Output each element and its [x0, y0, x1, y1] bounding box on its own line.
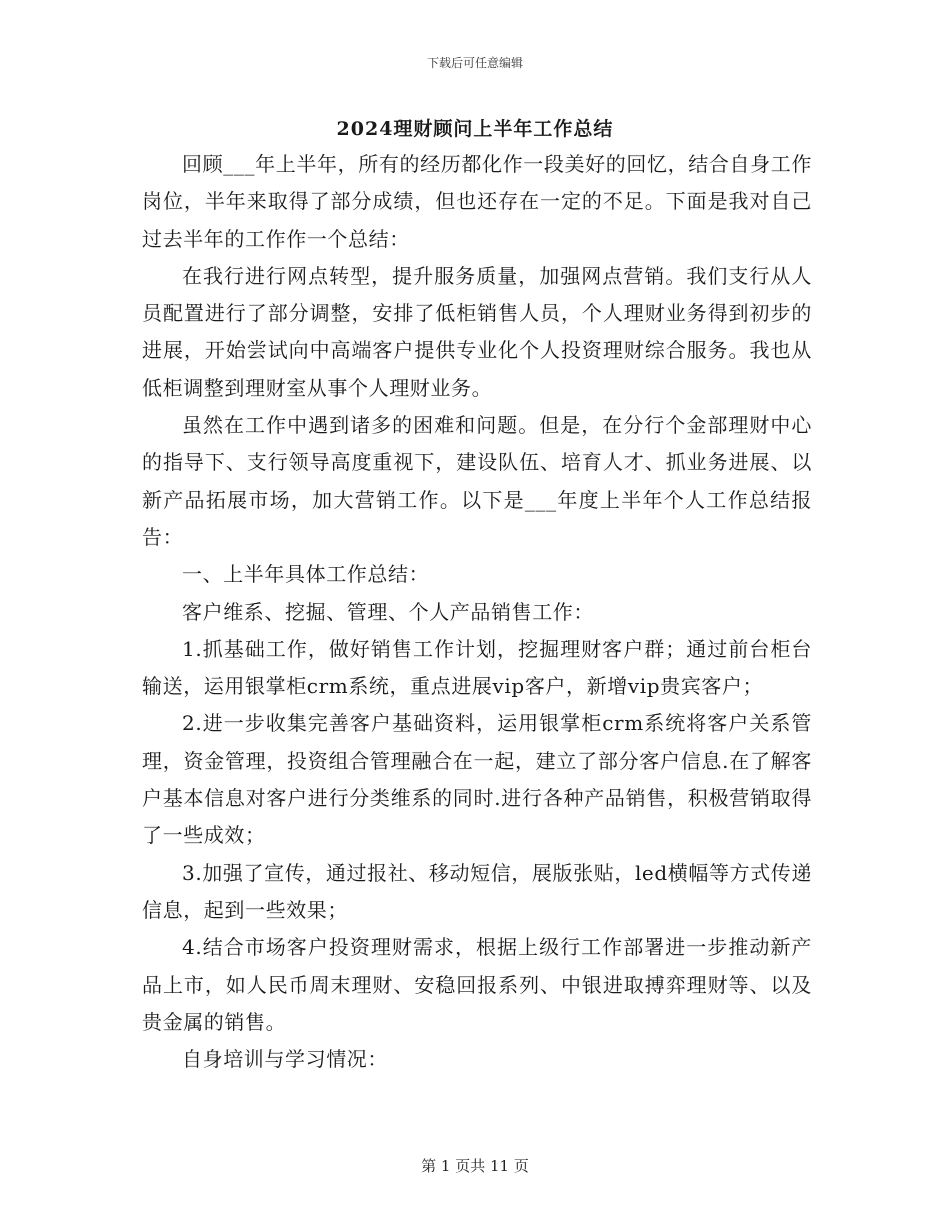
paragraph-difficulties: 虽然在工作中遇到诸多的困难和问题。但是，在分行个金部理财中心的指导下、支行领导高度重视下，建设队伍、培育人才、抓业务进展、以新产品拓展市场，加大营销工作。以下是___年度上半年个人工作总结报告：	[142, 413, 812, 549]
list-item-4: 4.结合市场客户投资理财需求，根据上级行工作部署进一步推动新产品上市，如人民币周末理财、安稳回报系列、中银进取搏弈理财等、以及贵金属的销售。	[142, 935, 812, 1034]
list-item-3: 3.加强了宣传，通过报社、移动短信，展版张贴，led横幅等方式传递信息，起到一些效果；	[142, 860, 812, 922]
subheading-training: 自身培训与学习情况：	[182, 1047, 388, 1072]
header-note: 下载后可任意编辑	[426, 56, 523, 70]
document-body	[142, 146, 812, 1078]
section-heading-summary: 一、上半年具体工作总结：	[182, 562, 430, 587]
subheading-customer-work: 客户维系、挖掘、管理、个人产品销售工作：	[182, 599, 594, 624]
document-title: 2024理财顾问上半年工作总结	[336, 118, 614, 140]
page-number-footer: 第 1 页共 11 页	[421, 1157, 529, 1175]
list-item-2: 2.进一步收集完善客户基础资料，运用银掌柜crm系统将客户关系管理，资金管理，投资组合管理融合在一起，建立了部分客户信息.在了解客户基本信息对客户进行分类维系的同时.进行各种产品销售，积极营销取得了一些成效；	[142, 711, 812, 848]
paragraph-intro: 回顾___年上半年，所有的经历都化作一段美好的回忆，结合自身工作岗位，半年来取得了部分成绩，但也还存在一定的不足。下面是我对自己过去半年的工作作一个总结：	[142, 152, 812, 251]
paragraph-transformation: 在我行进行网点转型，提升服务质量，加强网点营销。我们支行从人员配置进行了部分调整，安排了低柜销售人员，个人理财业务得到初步的进展，开始尝试向中高端客户提供专业化个人投资理财综合服务。我也从低柜调整到理财室从事个人理财业务。	[142, 263, 812, 400]
list-item-1: 1.抓基础工作，做好销售工作计划，挖掘理财客户群；通过前台柜台输送，运用银掌柜crm系统，重点进展vip客户，新增vip贵宾客户；	[142, 636, 812, 699]
